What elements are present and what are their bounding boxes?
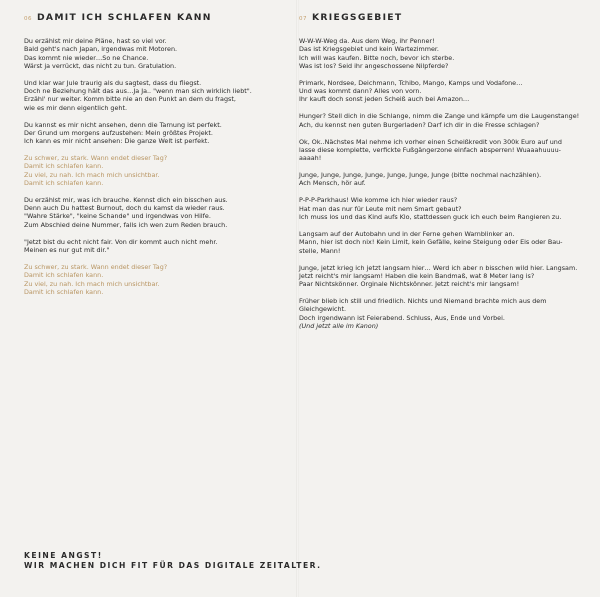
lyric-line: Doch ne Beziehung hält das aus…Ja Ja.. "wenn man sich wirklich liebt". [24, 87, 252, 96]
lyric-line: Meinen es nur gut mit dir." [24, 245, 110, 254]
lyric-line: Was ist los? Seid ihr angeschossene Nilpferde? [299, 61, 449, 70]
lyric-line: Jetzt reicht's mir langsam! Haben die kein Bandmaß, wat 8 Meter lang is? [299, 271, 535, 280]
lyric-line: Gleichgewicht. [299, 305, 347, 314]
stanza [24, 121, 286, 146]
lyric-line: Denn auch Du hattest Burnout, doch du kamst da wieder raus. [24, 204, 225, 213]
lyric-line: Du kannst es mir nicht ansehen, denn die Tarnung ist perfekt. [24, 120, 222, 129]
lyric-line: Damit ich schlafen kann. [24, 287, 104, 296]
lyric-line: Ich kann es mir nicht ansehen: Die ganze Welt ist perfekt. [24, 137, 210, 146]
song-number: 07 [299, 16, 307, 22]
lyric-line: Das kommt nie wieder…So ne Chance. [24, 53, 149, 62]
stanza [299, 196, 589, 221]
footer-line: KEINE ANGST! [24, 551, 103, 560]
lyric-line: Bald geht's nach Japan, irgendwas mit Motoren. [24, 45, 178, 54]
lyric-line: Damit ich schlafen kann. [24, 271, 104, 280]
stanza [299, 138, 589, 163]
lyric-line: Zu viel, zu nah. Ich mach mich unsichtbar. [24, 170, 160, 179]
lyric-line: Hunger? Stell dich in die Schlange, nimm die Zange und kämpfe um die Laugenstange! [299, 112, 580, 121]
lyric-line: Langsam auf der Autobahn und in der Ferne gehen Warnblinker an. [299, 230, 515, 239]
lyric-line: Und klar war Jule traurig als du sagtest, dass du fliegst. [24, 78, 202, 87]
stanza [24, 238, 286, 255]
lyrics-body [24, 37, 286, 296]
lyric-line: Früher blieb ich still und friedlich. Nichts und Niemand brachte mich aus dem [299, 297, 547, 306]
stanza [24, 196, 286, 229]
lyric-line: lasse diese komplette, verfickte Fußgängerzone einfach absperren! Wuaaahuuuu- [299, 145, 561, 154]
song-07-heading [299, 12, 589, 23]
lyric-line: Ach Mensch, hör auf. [299, 179, 366, 188]
lyric-line: Junge, Junge, Junge, Junge, Junge, Junge, Junge (bitte nochmal nachzählen). [299, 171, 542, 180]
lyric-line: Ach, du kennst nen guten Burgerladen? Darf ich dir in die Fresse schlagen? [299, 120, 540, 129]
footer-slogan [24, 551, 322, 571]
lyric-line: Damit ich schlafen kann. [24, 162, 104, 171]
lyric-line: Junge, jetzt krieg ich jetzt langsam hier… Werd ich aber n bisschen wild hier. Langsam. [299, 263, 578, 272]
lyric-line: Ich will was kaufen. Bitte noch, bevor ich sterbe. [299, 53, 455, 62]
stanza [24, 154, 286, 187]
song-title: KRIEGSGEBIET [312, 12, 403, 23]
lyric-line: Paar Nichtskönner. Orginale Nichtskönner. Jetzt reicht's mir langsam! [299, 280, 520, 289]
lyric-line: W-W-W-Weg da. Aus dem Weg, ihr Penner! [299, 37, 435, 45]
song-07-column [299, 12, 589, 339]
stanza [299, 37, 589, 70]
lyric-line: aaaah! [299, 154, 322, 163]
lyric-line: Ich muss los und das Kind aufs Klo, stattdessen guck ich euch beim Rangieren zu. [299, 212, 562, 221]
stanza [299, 112, 589, 129]
lyric-line: wie es mir denn eigentlich geht. [24, 103, 128, 112]
stanza [299, 230, 589, 255]
lyric-line: Doch irgendwann ist Feierabend. Schluss, Aus, Ende und Vorbei. [299, 313, 505, 322]
song-number: 06 [24, 16, 32, 22]
lyric-line: Zu schwer, zu stark. Wann endet dieser Tag? [24, 263, 168, 272]
stanza [24, 79, 286, 112]
lyric-line: P-P-P-Parkhaus! Wie komme ich hier wieder raus? [299, 196, 458, 205]
song-title: DAMIT ICH SCHLAFEN KANN [37, 12, 212, 23]
lyric-line: Mann, hier ist doch nix! Kein Limit, kein Gefälle, keine Steigung oder Eis oder Bau- [299, 238, 563, 247]
lyric-line: Zu schwer, zu stark. Wann endet dieser Tag? [24, 154, 168, 163]
lyric-line: Der Grund um morgens aufzustehen: Mein größtes Projekt. [24, 128, 213, 137]
song-06-column [24, 12, 286, 305]
lyric-line: Ihr kauft doch sonst jeden Scheiß auch bei Amazon… [299, 95, 470, 104]
stanza [299, 264, 589, 289]
song-06-heading [24, 12, 286, 23]
lyric-line: stelle, Mann! [299, 246, 341, 255]
lyric-line: Ok, Ok..Nächstes Mal nehme ich vorher einen Scheißkredit von 300k Euro auf und [299, 137, 562, 146]
lyric-line: (Und jetzt alle im Kanon) [299, 321, 379, 330]
stanza [24, 37, 286, 70]
lyric-line: Wärst ja verrückt, das nicht zu tun. Gratulation. [24, 61, 177, 70]
stanza [299, 171, 589, 188]
lyric-line: Damit ich schlafen kann. [24, 178, 104, 187]
lyric-line: Hat man das nur für Leute mit nem Smart gebaut? [299, 204, 462, 213]
lyric-line: "Wahre Stärke", "keine Schande" und irgendwas von Hilfe. [24, 212, 211, 221]
lyric-line: Zum Abschied deine Nummer, falls ich wen zum Reden brauch. [24, 220, 228, 229]
stanza [299, 79, 589, 104]
stanza [299, 297, 589, 330]
lyric-line: Du erzählst mir deine Pläne, hast so viel vor. [24, 37, 167, 45]
stanza [24, 263, 286, 296]
lyric-line: Zu viel, zu nah. Ich mach mich unsichtbar. [24, 279, 160, 288]
lyric-line: Das ist Kriegsgebiet und kein Wartezimmer. [299, 45, 439, 54]
lyric-line: "Jetzt bist du echt nicht fair. Von dir kommt auch nicht mehr. [24, 237, 218, 246]
lyric-line: Du erzählst mir, was ich brauche. Kennst dich ein bisschen aus. [24, 195, 228, 204]
lyric-line: Erzähl' nur weiter. Komm bitte nie an den Punkt an dem du fragst, [24, 95, 236, 104]
footer-line: WIR MACHEN DICH FIT FÜR DAS DIGITALE ZEITALTER. [24, 561, 322, 570]
lyric-line: Und was kommt dann? Alles von vorn. [299, 87, 422, 96]
lyrics-body [299, 37, 589, 330]
lyric-line: Primark, Nordsee, Deichmann, Tchibo, Mango, Kamps und Vodafone… [299, 78, 523, 87]
